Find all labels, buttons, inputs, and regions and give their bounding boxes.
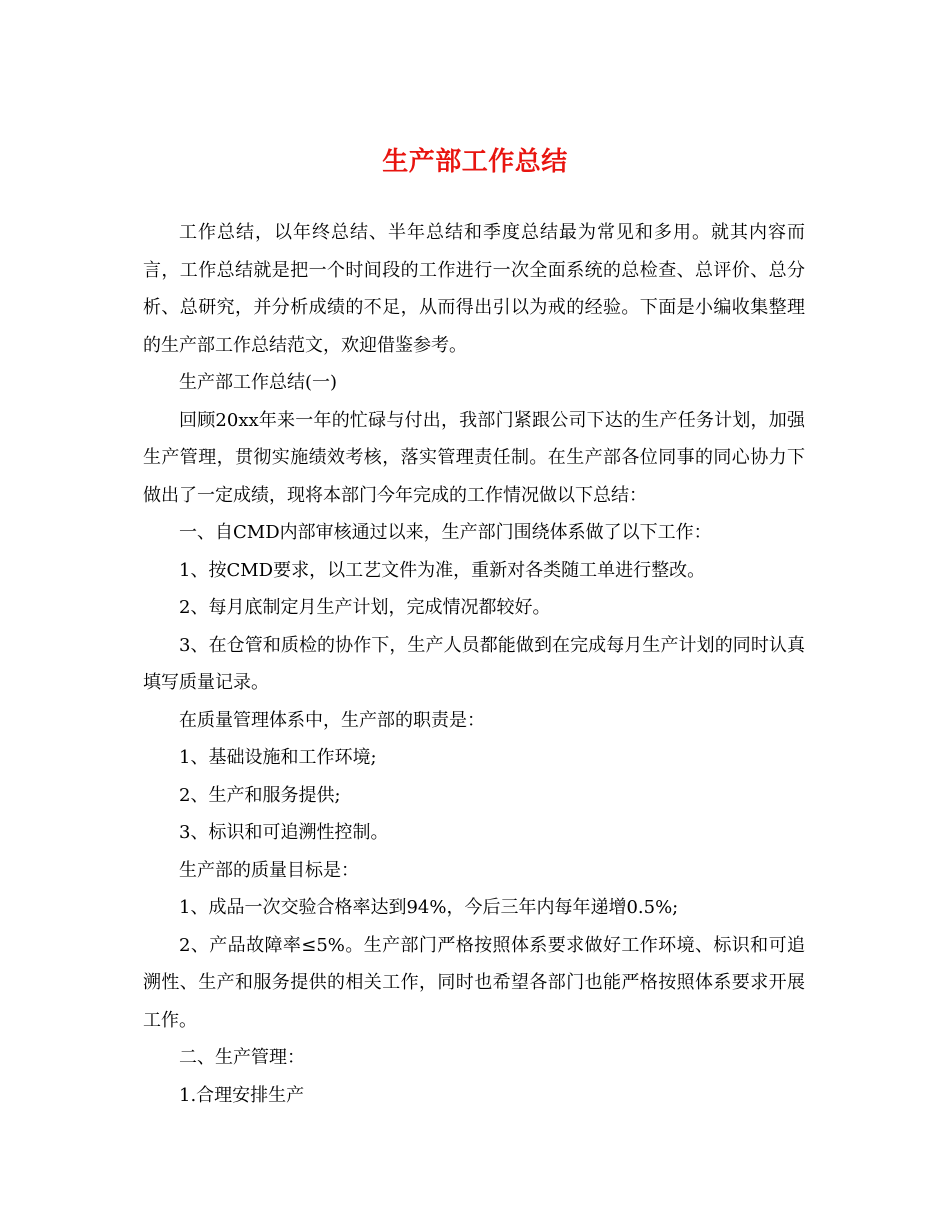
paragraph-section-heading: 生产部工作总结(一) (179, 372, 338, 393)
document-body (143, 214, 805, 1114)
document-title: 生产部工作总结 (382, 147, 568, 177)
paragraph-list-item: 2、每月底制定月生产计划，完成情况都较好。 (179, 597, 551, 618)
paragraph-list-item: 1.合理安排生产 (179, 1084, 305, 1106)
paragraph-intro: 工作总结，以年终总结、半年总结和季度总结最为常见和多用。就其内容而言，工作总结就是把一个时间段的工作进行一次全面系统的总检查、总评价、总分析、总研究，并分析成绩的不足，从而得出引以为戒的经验。下面是小编收集整理的生产部工作总结范文，欢迎借鉴参考。 (143, 222, 805, 356)
paragraph-goals-heading: 生产部的质量目标是： (179, 859, 359, 881)
paragraph-list-item: 1、按CMD要求，以工艺文件为准，重新对各类随工单进行整改。 (179, 559, 706, 581)
paragraph-list-item: 3、在仓管和质检的协作下，生产人员都能做到在完成每月生产计划的同时认真填写质量记录。 (143, 634, 805, 693)
paragraph-item-two-heading: 二、生产管理： (179, 1047, 305, 1068)
paragraph-list-item: 1、基础设施和工作环境; (179, 747, 377, 768)
paragraph-review: 回顾20xx年来一年的忙碌与付出，我部门紧跟公司下达的生产任务计划，加强生产管理，贯彻实施绩效考核，落实管理责任制。在生产部各位同事的同心协力下做出了一定成绩，现将本部门今年完成的工作情况做以下总结： (143, 409, 805, 506)
paragraph-list-item: 2、产品故障率≤5%。生产部门严格按照体系要求做好工作环境、标识和可追溯性、生产和服务提供的相关工作，同时也希望各部门也能严格按照体系要求开展工作。 (143, 934, 805, 1031)
paragraph-list-item: 3、标识和可追溯性控制。 (179, 822, 389, 843)
paragraph-list-item: 2、生产和服务提供; (179, 784, 341, 806)
paragraph-duties-heading: 在质量管理体系中，生产部的职责是： (179, 709, 485, 731)
paragraph-list-item: 1、成品一次交验合格率达到94%，今后三年内每年递增0.5%; (179, 897, 679, 918)
paragraph-item-one-heading: 一、自CMD内部审核通过以来，生产部门围绕体系做了以下工作： (179, 522, 712, 543)
